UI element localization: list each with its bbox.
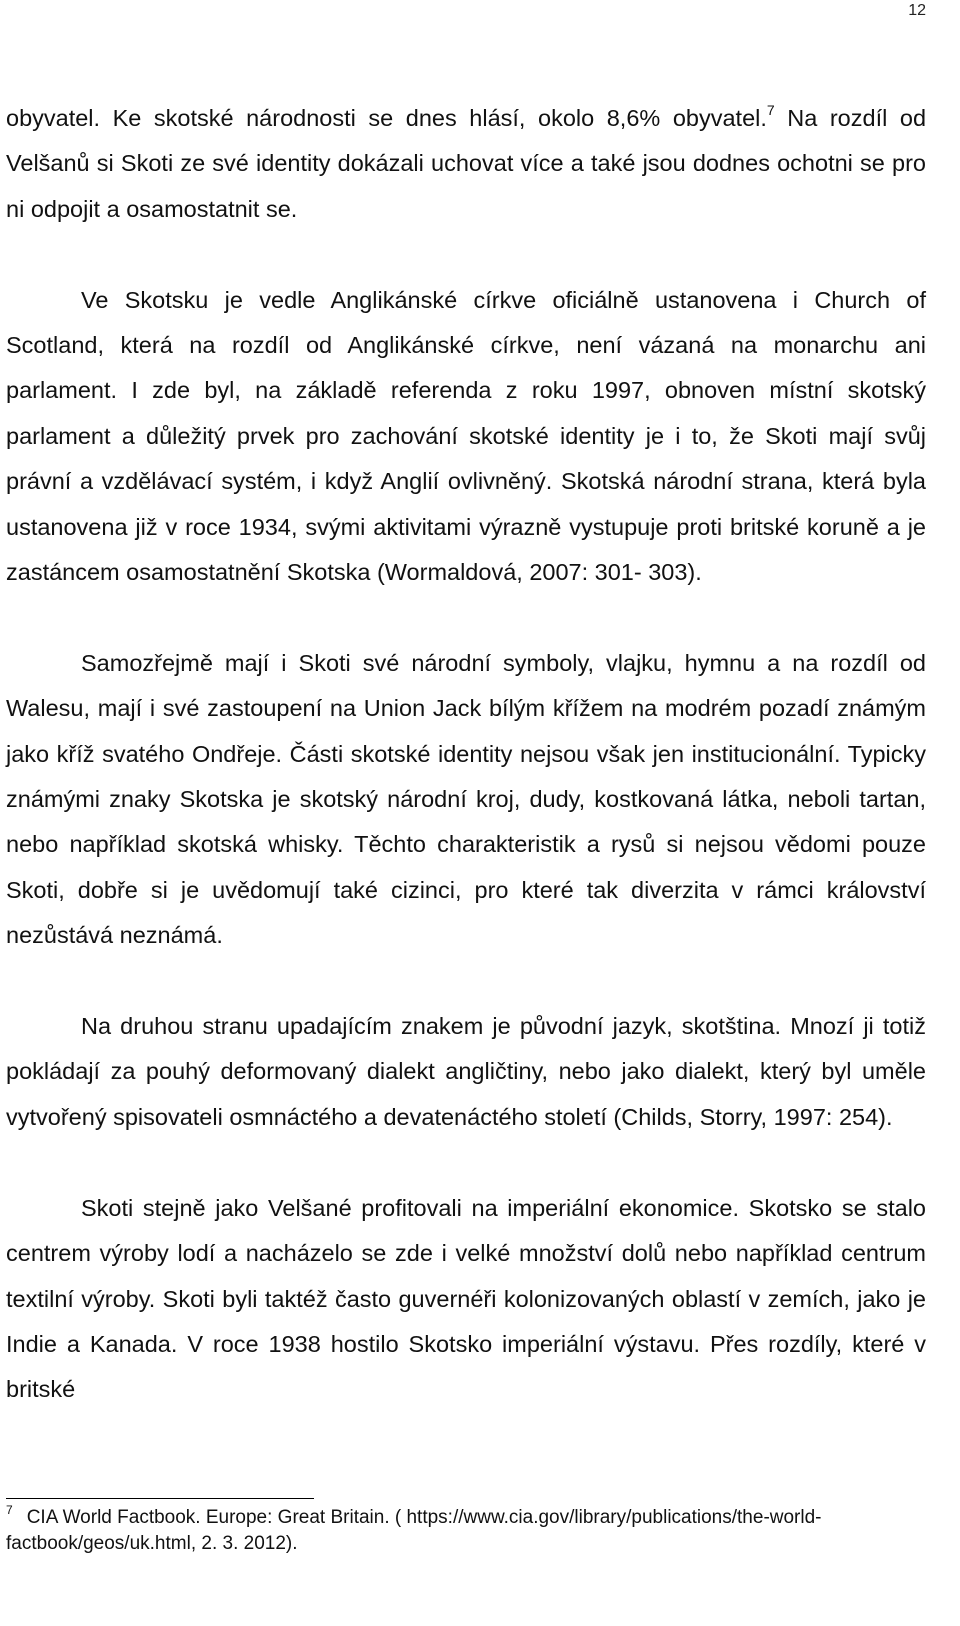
paragraph-continued bbox=[6, 96, 926, 232]
footnote-marker: 7 bbox=[6, 1503, 13, 1517]
paragraph: Skoti stejně jako Velšané profitovali na imperiální ekonomice. Skotsko se stalo centrem výroby lodí a nacházelo se zde i velké množství dolů nebo například centrum textilní výroby. Skoti byli taktéž často guvernéři kolonizovaných oblastí v zemích, jako je Indie a Kanada. V roce 1938 hostilo Skotsko imperiální výstavu. Přes rozdíly, které v britské bbox=[6, 1194, 926, 1403]
body-text bbox=[6, 96, 926, 1413]
paragraph-text: obyvatel. Ke skotské národnosti se dnes hlásí, okolo 8,6% obyvatel. bbox=[6, 105, 767, 131]
footnote bbox=[6, 1505, 926, 1557]
paragraph: Ve Skotsku je vedle Anglikánské církve oficiálně ustanovena i Church of Scotland, která na rozdíl od Anglikánské církve, není vázaná na monarchu ani parlament. I zde byl, na základě referenda z roku 1997, obnoven místní skotský parlament a důležitý prvek pro zachování skotské identity je i to, že Skoti mají svůj právní a vzdělávací systém, i když Anglií ovlivněný. Skotská národní strana, která byla ustanovena již v roce 1934, svými aktivitami výrazně vystupuje proti britské koruně a je zastáncem osamostatnění Skotska (Wormaldová, 2007: 301- 303). bbox=[6, 286, 926, 586]
paragraph: Na druhou stranu upadajícím znakem je původní jazyk, skotština. Mnozí ji totiž pokládají za pouhý deformovaný dialekt angličtiny, nebo jako dialekt, který byl uměle vytvořený spisovateli osmnáctého a devatenáctého století (Childs, Storry, 1997: 254). bbox=[6, 1013, 926, 1130]
footnote-text: CIA World Factbook. Europe: Great Britain. ( https://www.cia.gov/library/publications/the-world-factbook/geos/uk.html, 2. 3. 2012). bbox=[6, 1507, 822, 1554]
footnote-reference: 7 bbox=[766, 102, 775, 118]
page-number: 12 bbox=[908, 2, 926, 19]
paragraph: Samozřejmě mají i Skoti své národní symboly, vlajku, hymnu a na rozdíl od Walesu, mají i své zastoupení na Union Jack bílým křížem na modrém pozadí známým jako kříž svatého Ondřeje. Části skotské identity nejsou však jen institucionální. Typicky známými znaky Skotska je skotský národní kroj, dudy, kostkovaná látka, neboli tartan, nebo například skotská whisky. Těchto charakteristik a rysů si nejsou vědomi pouze Skoti, dobře si je uvědomují také cizinci, pro které tak diverzita v rámci království nezůstává neznámá. bbox=[6, 649, 926, 949]
paragraph-text: Na rozdíl od Velšanů si Skoti ze své identity dokázali uchovat více a také jsou dodnes ochotni se pro ni odpojit a osamostatnit se. bbox=[6, 105, 927, 222]
footnote-separator bbox=[6, 1498, 314, 1499]
